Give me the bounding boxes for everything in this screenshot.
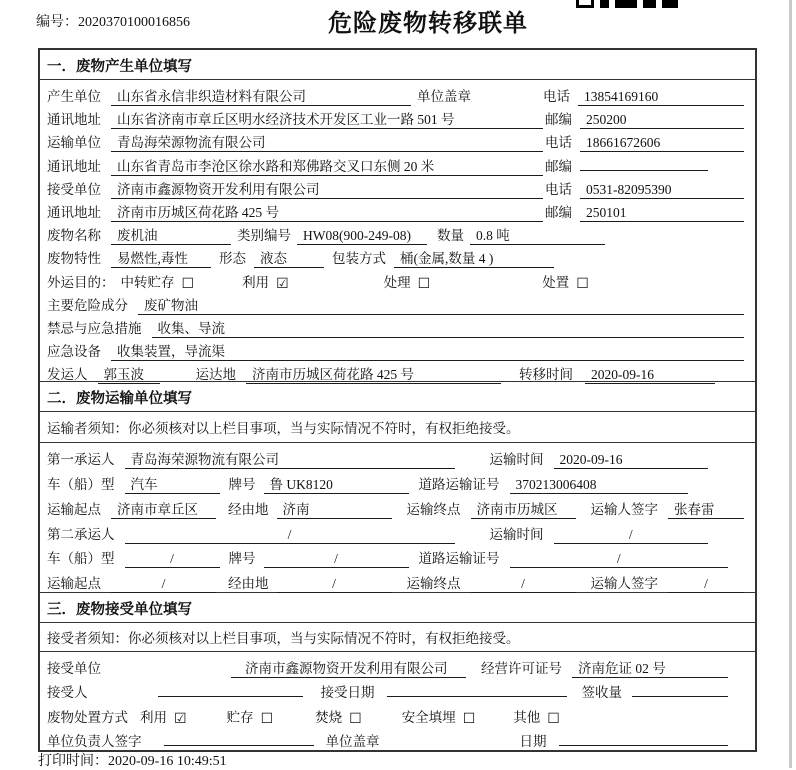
doc-number-value: 2020370100016856 [78,15,190,30]
qr-block [600,0,609,8]
vehicle-type-1-value: 汽车 [125,473,220,494]
print-time [38,750,227,770]
phone-label: 电话 [543,89,570,104]
vehicle-type-2-value: / [125,551,220,568]
row-equipment [47,335,748,358]
disposal-option [402,706,476,726]
row-carrier-1 [47,443,748,468]
print-time-value: 2020-09-16 10:49:51 [108,754,227,769]
transport-time-label: 运输时间 [489,526,544,542]
receive-notice [40,623,755,652]
address-label: 通讯地址 [47,204,101,220]
disposal-option [227,706,274,726]
plate-2-value: / [264,551,409,568]
measures-value: 收集、导流 [152,317,745,338]
via-label: 经由地 [228,576,269,592]
disposal-option [315,706,362,726]
address-label: 通讯地址 [47,158,101,174]
waste-qty-value: 0.8 吨 [470,224,605,245]
transporter-sign-2-value: / [668,576,744,593]
carrier-label: 第二承运人 [47,526,115,542]
manifest-form-table [38,48,757,752]
route-start-label: 运输起点 [47,501,101,517]
row-receive-unit [47,652,748,677]
seal-label: 单位盖章 [325,734,380,750]
row-transporter [47,126,748,149]
waste-props-value: 易燃性,毒性 [111,247,211,268]
section-1-rows [40,80,755,381]
notice-text: 运输者须知：你必须核对以上栏目事项，当与实际情况不符时，有权拒绝接受。 [47,421,520,437]
row-purpose [47,266,748,292]
page-title: 危险废物转移联单 [328,11,528,37]
row-hazard [47,289,748,312]
road-cert-1-value: 370213006408 [510,477,689,494]
section-receive [40,592,755,750]
row-vehicle-2 [47,542,748,567]
receive-date-label: 接受日期 [320,685,375,701]
seal-label: 单位盖章 [417,89,471,104]
option-label: 中转贮存 [120,274,175,290]
qty-label: 数量 [437,228,464,244]
route-start-label: 运输起点 [47,576,101,592]
producer-value: 山东省永信非织造材料有限公司 [111,85,411,106]
producer-phone-value: 13854169160 [578,89,744,106]
via-1-value: 济南 [277,498,392,519]
purpose-option [542,271,589,291]
carrier-label: 第一承运人 [47,452,115,468]
waste-pack-value: 桶(金属,数量 4 ) [394,247,554,268]
section-3-title: 三．废物接受单位填写 [40,593,755,623]
route-end-label: 运输终点 [406,501,461,517]
notice-text: 接受者须知：你必须核对以上栏目事项，当与实际情况不符时，有权拒绝接受。 [47,630,520,646]
responsible-sign-value [164,744,314,746]
doc-number-label: 编号： [36,15,78,30]
receiver-address-value: 济南市历城区荷花路 425 号 [111,201,543,222]
row-waste-name [47,219,748,242]
via-2-value: / [277,576,392,593]
checkbox-unchecked-icon: ☐ [417,275,431,292]
disposal-label: 废物处置方式 [47,709,128,725]
transport-time-1-value: 2020-09-16 [554,452,709,469]
equipment-value: 收集装置，导流渠 [111,340,744,361]
zip-label: 邮编 [545,112,572,128]
road-cert-label: 道路运输证号 [418,551,500,567]
route-end-label: 运输终点 [406,576,461,592]
row-shipper [47,358,748,381]
dest-label: 运达地 [195,367,236,383]
hazard-label: 主要危险成分 [47,297,128,313]
waste-form-value: 液态 [254,247,324,268]
transport-time-2-value: / [554,527,709,544]
plate-1-value: 鲁 UK8120 [264,473,409,494]
responsible-sign-label: 单位负责人签字 [47,734,142,750]
license-label: 经营许可证号 [481,660,562,676]
transporter-sign-label: 运输人签字 [590,576,658,592]
hazard-value: 废矿物油 [138,294,744,315]
sign-qty-label: 签收量 [581,685,622,701]
checkbox-unchecked-icon: ☐ [547,710,560,727]
equipment-label: 应急设备 [47,344,101,360]
section-1-title: 一．废物产生单位填写 [40,50,755,80]
phone-label: 电话 [545,181,572,197]
option-label: 利用 [242,274,270,290]
qr-block [662,0,678,8]
transporter-label: 运输单位 [47,135,101,151]
producer-label: 产生单位 [47,89,101,104]
option-label: 利用 [140,709,167,725]
purpose-option [242,271,289,291]
waste-props-label: 废物特性 [47,251,101,267]
vehicle-type-label: 车（船）型 [47,477,115,493]
checkbox-unchecked-icon: ☐ [260,710,274,727]
route-start-1-value: 济南市章丘区 [111,498,216,519]
plate-label: 牌号 [228,551,256,567]
transfer-time-value: 2020-09-16 [585,367,715,384]
row-carrier-2 [47,518,748,543]
option-label: 安全填埋 [401,709,456,725]
pack-label: 包装方式 [332,251,386,267]
producer-address-value: 山东省济南市章丘区明水经济技术开发区工业一路 501 号 [111,108,543,129]
transporter-zip-value [580,170,708,171]
sign-qty-value [632,695,728,697]
qr-block [615,0,637,8]
section-producer [40,50,755,381]
vehicle-type-label: 车（船）型 [47,551,115,567]
row-producer [47,80,748,103]
row-route-2 [47,567,748,592]
receive-unit-label: 接受单位 [47,660,101,676]
receiver-value: 济南市鑫源物资开发利用有限公司 [111,178,543,199]
qr-code-fragment [576,0,678,8]
qr-block [576,0,594,8]
receiver-phone-value: 0531-82095390 [580,182,744,199]
purpose-option [121,271,195,291]
option-label: 处理 [383,274,411,290]
waste-code-value: HW08(900-249-08) [297,228,427,245]
zip-label: 邮编 [545,158,572,174]
license-value: 济南危证 02 号 [572,657,728,678]
qr-block [643,0,656,8]
transporter-address-value: 山东省青岛市李沧区徐水路和郑佛路交叉口东侧 20 米 [111,155,543,176]
receiver-zip-value: 250101 [580,205,744,222]
row-producer-address [47,103,748,126]
section-2-rows [40,443,755,592]
road-cert-2-value: / [510,551,729,568]
row-measures [47,312,748,335]
producer-zip-value: 250200 [580,112,744,129]
transfer-time-label: 转移时间 [519,367,573,383]
road-cert-label: 道路运输证号 [418,477,500,493]
checkbox-checked-icon: ☑ [174,710,187,727]
row-route-1 [47,493,748,518]
row-receiver-address [47,196,748,219]
purpose-label: 外运目的： [47,274,115,290]
waste-name-label: 废物名称 [47,228,101,244]
doc-number [36,11,190,31]
print-time-label: 打印时间： [38,754,108,769]
phone-label: 电话 [545,135,572,151]
checkbox-unchecked-icon: ☐ [349,710,362,727]
receive-unit-value: 济南市鑫源物资开发利用有限公司 [231,657,466,678]
measures-label: 禁忌与应急措施 [47,320,142,336]
row-receiver [47,173,748,196]
row-disposal [47,701,748,726]
receive-person-value [158,695,303,697]
transporter-sign-label: 运输人签字 [590,501,658,517]
carrier-1-value: 青岛海荣源物流有限公司 [125,448,455,469]
transport-notice [40,412,755,443]
row-receive-person [47,676,748,701]
transporter-value: 青岛海荣源物流有限公司 [111,131,543,152]
receiver-label: 接受单位 [47,181,101,197]
address-label: 通讯地址 [47,112,101,128]
zip-label: 邮编 [545,204,572,220]
option-label: 其他 [513,709,541,725]
checkbox-checked-icon: ☑ [276,275,289,292]
code-label: 类别编号 [237,228,291,244]
row-signature [47,725,748,750]
form-label: 形态 [219,251,246,267]
transporter-phone-value: 18661672606 [580,135,744,152]
row-waste-props [47,242,748,265]
waste-name-value: 废机油 [111,224,231,245]
checkbox-unchecked-icon: ☐ [181,275,195,292]
disposal-option [140,706,187,726]
option-label: 贮存 [226,709,254,725]
signature-date-value [559,744,729,746]
window-edge-line [789,0,792,768]
transport-time-label: 运输时间 [489,452,544,468]
via-label: 经由地 [228,501,269,517]
shipper-label: 发运人 [47,367,88,383]
plate-label: 牌号 [228,477,256,493]
transporter-sign-1-value: 张春雷 [668,498,744,519]
dest-value: 济南市历城区荷花路 425 号 [246,363,501,384]
date-label: 日期 [519,734,547,750]
section-3-rows [40,652,755,750]
purpose-option [384,271,431,291]
route-end-1-value: 济南市历城区 [471,498,576,519]
checkbox-unchecked-icon: ☐ [576,275,589,292]
option-label: 焚烧 [315,709,343,725]
route-end-2-value: / [471,576,576,593]
row-transporter-address [47,150,748,173]
option-label: 处置 [542,274,570,290]
checkbox-unchecked-icon: ☐ [462,710,476,727]
carrier-2-value: / [125,527,455,544]
receive-date-value [387,695,567,697]
receive-person-label: 接受人 [47,685,88,701]
section-2-title: 二．废物运输单位填写 [40,382,755,412]
row-vehicle-1 [47,468,748,493]
section-transport [40,381,755,592]
shipper-value: 郭玉波 [98,363,160,384]
disposal-option [513,706,560,726]
route-start-2-value: / [111,576,216,593]
